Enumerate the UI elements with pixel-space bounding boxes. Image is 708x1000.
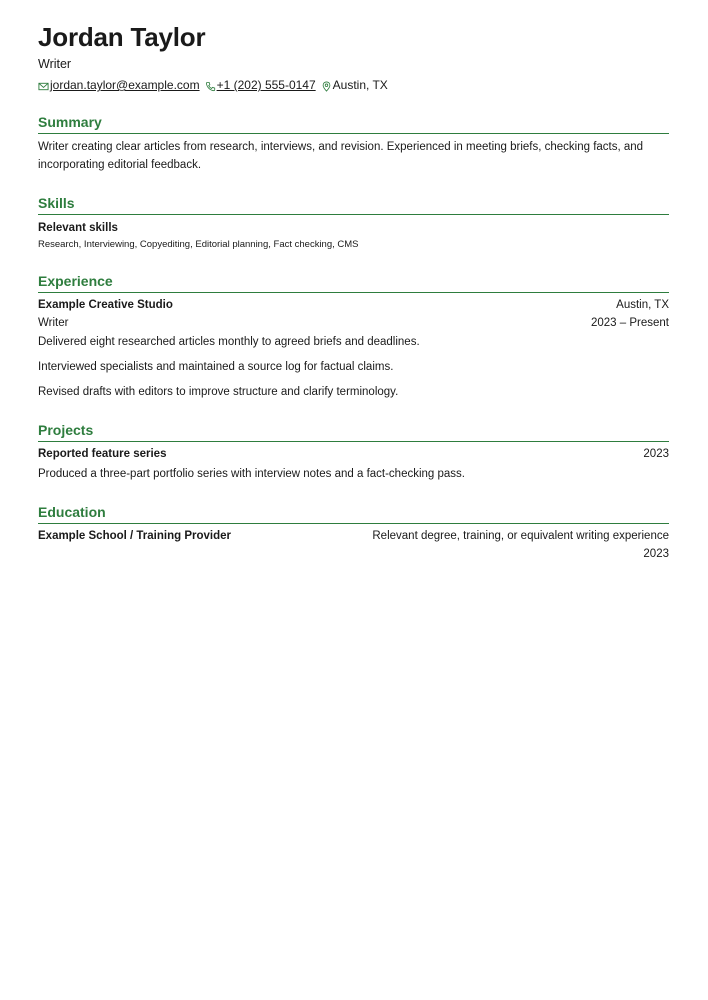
phone-link[interactable]: +1 (202) 555-0147 bbox=[216, 78, 316, 92]
project-description: Produced a three-part portfolio series with interview notes and a fact-checking pass. bbox=[38, 468, 465, 480]
skills-label: Relevant skills bbox=[38, 222, 118, 234]
location-pin-icon bbox=[321, 81, 332, 92]
skills-list: Research, Interviewing, Copyediting, Editorial planning, Fact checking, CMS bbox=[38, 239, 359, 250]
mail-icon bbox=[38, 81, 49, 92]
contact-phone bbox=[205, 77, 316, 93]
experience-dates: 2023 – Present bbox=[590, 317, 669, 329]
experience-bullet: Revised drafts with editors to improve structure and clarify terminology. bbox=[38, 386, 399, 398]
experience-position: Writer bbox=[38, 317, 69, 329]
experience-company: Example Creative Studio bbox=[38, 299, 173, 311]
project-row bbox=[38, 445, 669, 463]
summary-text: Writer creating clear articles from research, interviews, and revision. Experienced in meeting briefs, checking facts, and incorporating editorial feedback. bbox=[38, 141, 644, 171]
experience-company-row bbox=[38, 296, 669, 314]
summary-heading: Summary bbox=[38, 113, 669, 134]
experience-position-row bbox=[38, 314, 669, 332]
education-section bbox=[38, 503, 669, 563]
skills-section bbox=[38, 194, 669, 252]
email-link[interactable]: jordan.taylor@example.com bbox=[50, 78, 200, 92]
location-text: Austin, TX bbox=[332, 78, 388, 92]
project-name: Reported feature series bbox=[38, 448, 167, 460]
education-year-row bbox=[38, 545, 669, 563]
projects-heading: Projects bbox=[38, 421, 669, 442]
education-degree: Relevant degree, training, or equivalent writing experience bbox=[372, 530, 669, 542]
education-row bbox=[38, 527, 669, 545]
contact-email bbox=[38, 77, 200, 93]
experience-heading: Experience bbox=[38, 272, 669, 293]
experience-bullet: Delivered eight researched articles monthly to agreed briefs and deadlines. bbox=[38, 336, 420, 348]
skills-heading: Skills bbox=[38, 194, 669, 215]
contact-location bbox=[321, 77, 388, 93]
phone-icon bbox=[205, 81, 216, 92]
projects-section bbox=[38, 421, 669, 483]
education-school: Example School / Training Provider bbox=[38, 530, 231, 542]
experience-location: Austin, TX bbox=[616, 299, 669, 311]
candidate-role: Writer bbox=[38, 57, 72, 71]
experience-section bbox=[38, 272, 669, 401]
education-year: 2023 bbox=[643, 548, 669, 560]
contact-line bbox=[38, 77, 669, 93]
project-year: 2023 bbox=[643, 448, 669, 460]
education-heading: Education bbox=[38, 503, 669, 524]
experience-bullet: Interviewed specialists and maintained a source log for factual claims. bbox=[38, 361, 394, 373]
candidate-name: Jordan Taylor bbox=[38, 22, 206, 52]
summary-section bbox=[38, 113, 669, 174]
